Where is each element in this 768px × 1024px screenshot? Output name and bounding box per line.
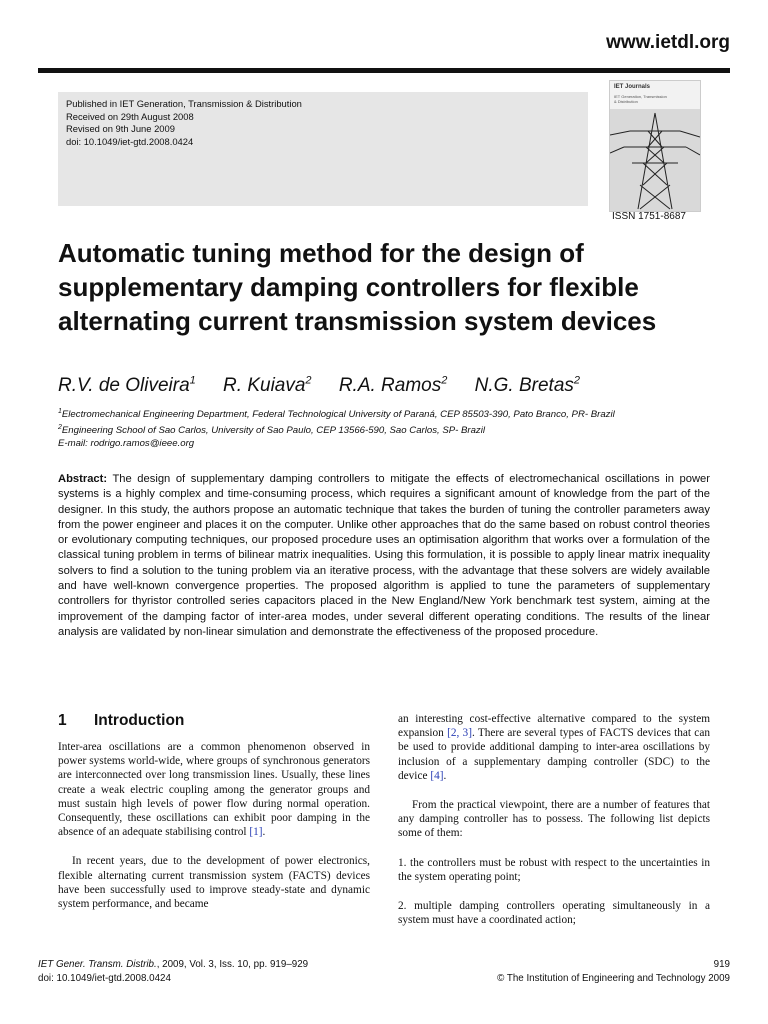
section-title: Introduction <box>94 712 185 729</box>
footer-page-info <box>497 958 730 986</box>
author-list <box>58 375 602 397</box>
cover-title-line: IET Generation, Transmission <box>614 94 667 99</box>
page-number: 919 <box>713 959 730 970</box>
intro-paragraph-continued: an interesting cost-effective alternative compared to the system expansion [2, 3]. There are several types of FACTS devices that can be used to provide additional damping to inter-area oscillations by inclusion of a supplementary damping controller (SDC) to the device [4]. <box>398 713 710 782</box>
site-url-link[interactable]: www.ietdl.org <box>606 32 730 53</box>
abstract <box>58 472 710 640</box>
affiliation-item: $^1$Electromechanical Engineering Department, Federal Technological University of Paraná, CEP 85503-390, Pato Branco, PR- Brazil <box>58 408 615 421</box>
cover-title <box>614 94 667 104</box>
affiliation-item: $^2$Engineering School of Sao Carlos, University of Sao Paulo, CEP 13566-590, Sao Carlos, SP- Brazil <box>58 424 485 437</box>
author-name: R.A. Ramos$^2$ <box>338 375 448 397</box>
footer-journal-name: IET Gener. Transm. Distrib. <box>38 959 157 970</box>
author-name: R.V. de Oliveira$^1$ <box>58 375 196 397</box>
copyright-notice: © The Institution of Engineering and Technology 2009 <box>497 973 730 984</box>
citation-link[interactable]: [4] <box>430 769 444 782</box>
intro-paragraph: From the practical viewpoint, there are a number of features that any damping controller has to possess. The following list depicts some of them: <box>398 799 710 840</box>
footer-citation <box>38 958 308 986</box>
published-in: Published in IET Generation, Transmission & Distribution <box>66 98 302 109</box>
abstract-text: The design of supplementary damping controllers to mitigate the effects of electromechanical oscillations in power systems is a highly complex and time-consuming process, which requires a significant amount of knowledge from the part of the designer. In this study, the authors propose an automatic technique that takes the burden of tuning the controller parameters away from the power engineer and places it on the computer. Unlike other approaches that do the same based on robust control theories or evolutionary computing techniques, our proposed procedure uses an optimisation algorithm that works over a formulation of the classical tuning problem in terms of bilinear matrix inequalities. Using this formulation, it is possible to apply linear matrix inequality solvers to find a solution to the tuning problem via an iterative process, with the advantage that these solvers are widely available and have well-known convergence properties. The proposed algorithm is applied to tune the parameters of supplementary controllers for thyristor controlled series capacitors placed in the New England/New York benchmark test system, aiming at the improvement of the damping factor of inter-area modes, under several different operating conditions. The results of the linear analysis are validated by non-linear simulation and demonstrate the effectiveness of the proposed procedure. <box>58 473 710 638</box>
intro-paragraph: Inter-area oscillations are a common phenomenon observed in power systems world-wide, where groups of synchronous generators are interconnected over long transmission lines. Usually, these lines create a weak electric coupling among the generator groups and must sustain high levels of power flow during normal operation. Consequently, these oscillations can exhibit poor damping in the absence of an adequate stabilising control [1]. <box>58 741 370 839</box>
citation-link[interactable]: [1] <box>249 826 263 839</box>
intro-paragraph: In recent years, due to the development of power electronics, flexible alternating current transmission system (FACTS) devices have been successfully used to improve steady-state and dynamic system performance, and became <box>58 855 370 911</box>
issn-label: ISSN 1751-8687 <box>612 211 686 222</box>
section-number: 1 <box>58 712 67 729</box>
doi-text: doi: 10.1049/iet-gtd.2008.0424 <box>66 135 194 147</box>
email-address[interactable]: E-mail: rodrigo.ramos@ieee.org <box>58 438 195 450</box>
paper-title: Automatic tuning method for the design of supplementary damping controllers for flexible alternating current transmission system devices <box>58 238 657 336</box>
affiliations <box>58 405 718 450</box>
footer-doi: doi: 10.1049/iet-gtd.2008.0424 <box>38 973 171 984</box>
left-column <box>58 712 370 911</box>
revised-date: Revised on 9th June 2009 <box>66 123 175 135</box>
right-column <box>398 712 710 927</box>
abstract-label: Abstract: <box>58 473 108 485</box>
list-item: 2. multiple damping controllers operating simultaneously in a system must have a coordinated action; <box>398 900 710 927</box>
header-rule <box>38 68 730 73</box>
citation-link[interactable]: [2, 3] <box>447 727 472 740</box>
journal-cover-image <box>609 80 701 212</box>
received-date: Received on 29th August 2008 <box>66 110 194 122</box>
list-item: 1. the controllers must be robust with respect to the uncertainties in the system operating point; <box>398 856 710 883</box>
publication-info-box <box>58 92 588 206</box>
author-name: N.G. Bretas$^2$ <box>474 375 581 397</box>
cover-title-line: & Distribution <box>614 99 638 104</box>
section-heading-introduction <box>58 712 370 730</box>
author-name: R. Kuiava$^2$ <box>223 375 312 397</box>
footer-volume: , 2009, Vol. 3, Iss. 10, pp. 919–929 <box>156 959 309 970</box>
cover-brand: IET Journals <box>614 84 651 90</box>
transmission-tower-icon <box>610 109 700 211</box>
